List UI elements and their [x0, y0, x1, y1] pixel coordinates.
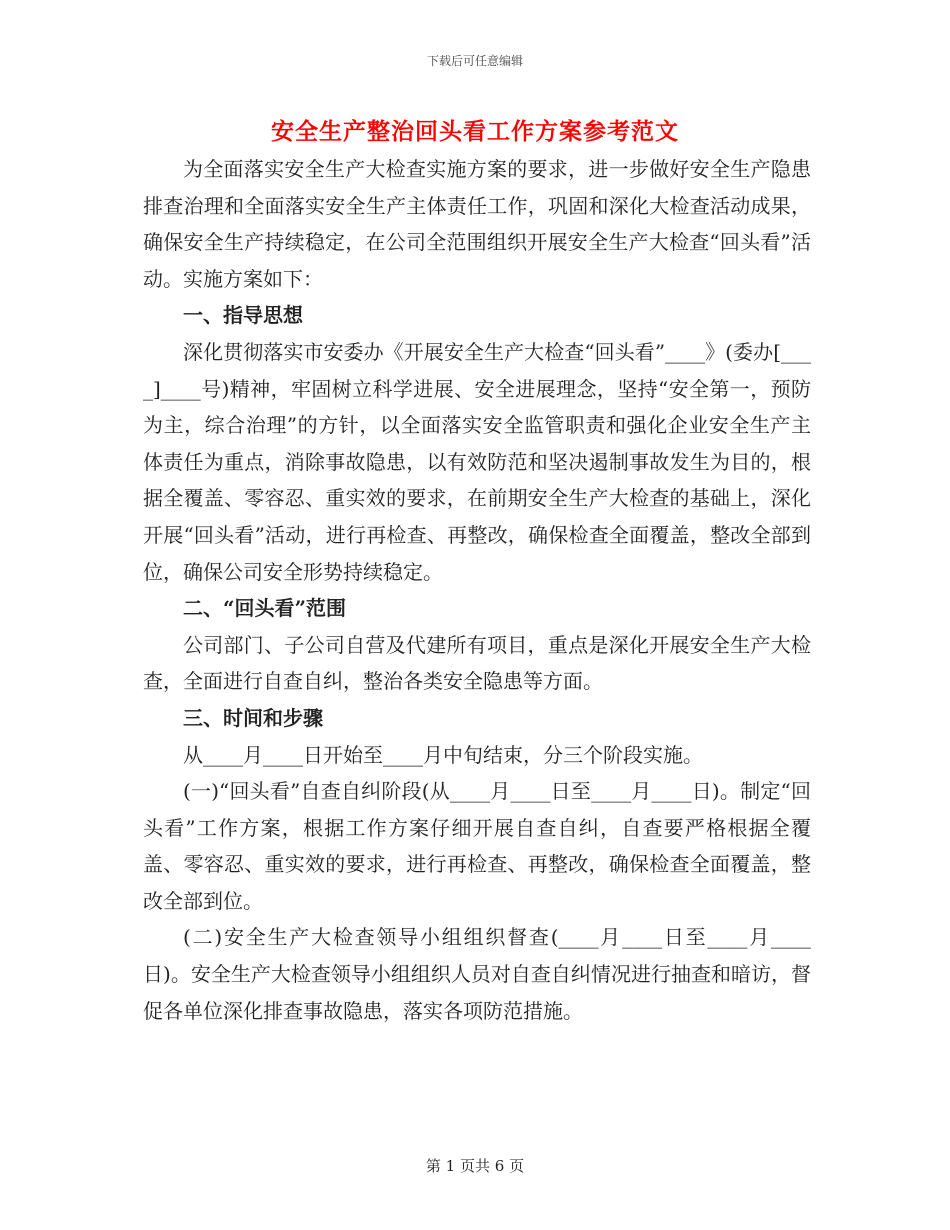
intro-paragraph: 为全面落实安全生产大检查实施方案的要求，进一步做好安全生产隐患排查治理和全面落实安全生产主体责任工作，巩固和深化大检查活动成果，确保安全生产持续稳定，在公司全范围组织开展安全生产大检查“回头看”活动。实施方案如下：: [143, 157, 811, 291]
section-heading-schedule: 三、时间和步骤: [183, 705, 323, 730]
schedule-paragraph-phase-2: (二)安全生产大检查领导小组组织督查(____月____日至____月____日)。安全生产大检查领导小组组织人员对自查自纠情况进行抽查和暗访，督促各单位深化排查事故隐患，落实各项防范措施。: [143, 925, 811, 1023]
section-paragraph-scope: 公司部门、子公司自营及代建所有项目，重点是深化开展安全生产大检查，全面进行自查自纠，整治各类安全隐患等方面。: [143, 632, 811, 694]
page-number-footer: 第 1 页共 6 页: [425, 1157, 525, 1175]
document-body: [143, 151, 811, 1029]
schedule-paragraph-overview: 从____月____日开始至____月中旬结束，分三个阶段实施。: [183, 742, 703, 767]
schedule-paragraph-phase-1: (一)“回头看”自查自纠阶段(从____月____日至____月____日)。制定“回头看”工作方案，根据工作方案仔细开展自查自纠，自查要严格根据全覆盖、零容忍、重实效的要求，进行再检查、再整改，确保检查全面覆盖，整改全部到位。: [143, 779, 811, 913]
section-paragraph-guiding-ideology: 深化贯彻落实市安委办《开展安全生产大检查“回头看”____》(委办[____]____号)精神，牢固树立科学进展、安全进展理念，坚持“安全第一，预防为主，综合治理”的方针，以全面落实安全监管职责和强化企业安全生产主体责任为重点，消除事故隐患，以有效防范和坚决遏制事故发生为目的，根据全覆盖、零容忍、重实效的要求，在前期安全生产大检查的基础上，深化开展“回头看”活动，进行再检查、再整改，确保检查全面覆盖，整改全部到位，确保公司安全形势持续稳定。: [143, 339, 811, 584]
section-heading-scope: 二、“回头看”范围: [183, 596, 347, 621]
section-heading-guiding-ideology: 一、指导思想: [183, 303, 303, 328]
document-title: 安全生产整治回头看工作方案参考范文: [271, 118, 679, 145]
page-header-note: 下载后可任意编辑: [426, 54, 523, 68]
